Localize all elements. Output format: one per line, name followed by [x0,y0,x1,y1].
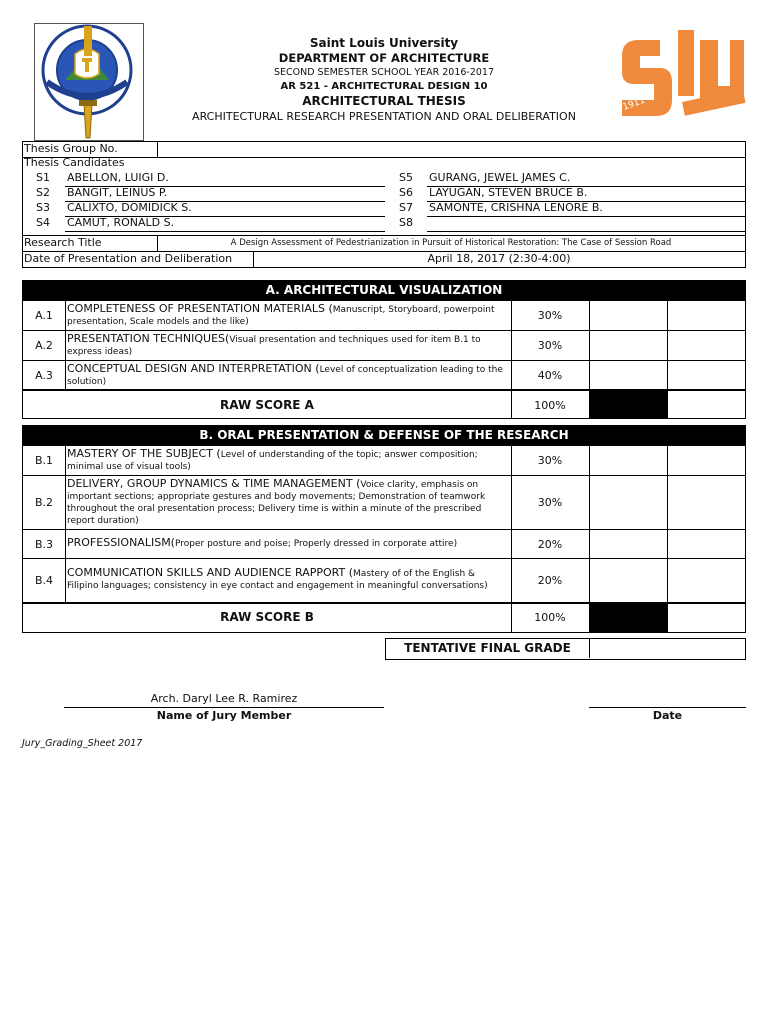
score-cell[interactable] [590,301,667,330]
candidate-name: ABELLON, LUIGI D. [67,171,169,184]
thesis-group-no-field[interactable] [158,142,745,157]
criteria-row [23,446,745,475]
raw-score-a-weight: 100% [534,399,566,412]
slu-monogram-logo [620,26,746,128]
criteria-row [23,475,745,529]
raw-score-row [23,602,745,632]
final-grade-label: TENTATIVE FINAL GRADE [404,641,571,655]
score-cell[interactable] [590,331,667,360]
final-grade-value[interactable] [591,639,743,658]
presentation-date-value: April 18, 2017 (2:30-4:00) [427,252,571,265]
criteria-title: CONCEPTUAL DESIGN AND INTERPRETATION ( [67,362,320,375]
thesis-info-table [22,141,746,268]
jury-member-name[interactable]: Arch. Daryl Lee R. Ramirez [150,692,298,705]
candidate-code: S5 [399,171,413,184]
criteria-weight: 30% [537,339,563,352]
criteria-title: MASTERY OF THE SUBJECT ( [67,447,221,460]
section-a-table [22,300,746,419]
criteria-detail: Manuscript, Storyboard, powerpoint presentation, Scale models and the like) [67,305,495,327]
criteria-detail: Level of conceptualization leading to the solution) [67,365,503,387]
date-label: Date [652,709,683,722]
candidate-code: S1 [36,171,50,184]
final-grade-box [385,638,746,660]
criteria-weight: 20% [537,574,563,587]
candidate-name: BANGIT, LEINUS P. [67,186,168,199]
score-cell[interactable] [590,530,667,558]
score-cell[interactable] [590,446,667,475]
logo-year-text: 1911 [621,95,647,113]
criteria-weight: 40% [537,369,563,382]
candidate-name: CALIXTO, DOMIDICK S. [67,201,192,214]
score-cell[interactable] [668,301,745,330]
department-name: DEPARTMENT OF ARCHITECTURE [278,51,490,65]
criteria-code: A.1 [35,309,53,322]
criteria-weight: 20% [537,538,563,551]
candidate-code: S4 [36,216,50,229]
raw-score-a-label: RAW SCORE A [220,398,314,412]
candidate-code: S6 [399,186,413,199]
candidate-code: S7 [399,201,413,214]
score-cell[interactable] [668,361,745,389]
criteria-title: COMPLETENESS OF PRESENTATION MATERIALS ( [67,302,333,315]
criteria-detail: Voice clarity, emphasis on important sections; appropriate gestures and body movements; Demonstration of teamwork throughout the oral presentation process; Delivery time is within a minute of the prescribed report duration) [67,480,486,526]
candidate-name: CAMUT, RONALD S. [67,216,175,229]
criteria-title: PROFESSIONALISM( [67,536,175,549]
thesis-candidates-label: Thesis Candidates [24,156,125,169]
score-cell[interactable] [668,476,745,529]
candidate-name: GURANG, JEWEL JAMES C. [429,171,571,184]
footer-note: Jury_Grading_Sheet 2017 [22,738,143,749]
criteria-row [23,529,745,558]
criteria-weight: 30% [537,496,563,509]
score-cell[interactable] [668,530,745,558]
section-a-heading: A. ARCHITECTURAL VISUALIZATION [22,280,746,300]
criteria-detail: Mastery of of the English & Filipino languages; consistency in eye contact and engagement in meaningful conversations) [67,569,488,591]
score-cell[interactable] [590,361,667,389]
semester-line: SECOND SEMESTER SCHOOL YEAR 2016-2017 [273,67,495,78]
blacked-out-cell [590,604,667,632]
criteria-code: B.3 [34,538,54,551]
criteria-weight: 30% [537,309,563,322]
raw-score-a-value[interactable] [668,391,745,419]
section-b-heading: B. ORAL PRESENTATION & DEFENSE OF THE RESEARCH [22,425,746,445]
raw-score-row [23,389,745,419]
criteria-row [23,558,745,602]
criteria-title: COMMUNICATION SKILLS AND AUDIENCE RAPPORT ( [67,566,354,579]
document-title: ARCHITECTURAL THESIS [302,94,466,108]
criteria-row [23,330,745,360]
university-name: Saint Louis University [309,36,459,50]
research-title-label: Research Title [24,236,102,249]
document-subtitle: ARCHITECTURAL RESEARCH PRESENTATION AND ORAL DELIBERATION [192,110,576,123]
criteria-code: B.1 [34,454,54,467]
score-cell[interactable] [668,559,745,602]
candidate-name: LAYUGAN, STEVEN BRUCE B. [429,186,588,199]
criteria-code: B.2 [34,496,54,509]
thesis-group-no-label: Thesis Group No. [24,142,118,155]
presentation-date-label: Date of Presentation and Deliberation [24,252,233,265]
score-cell[interactable] [668,331,745,360]
blacked-out-cell [590,391,667,419]
criteria-detail: Visual presentation and techniques used for item B.1 to express ideas) [67,335,481,357]
score-cell[interactable] [590,476,667,529]
raw-score-b-value[interactable] [668,604,745,632]
criteria-weight: 30% [537,454,563,467]
criteria-code: B.4 [34,574,54,587]
criteria-row [23,360,745,389]
candidate-code: S8 [399,216,413,229]
criteria-row [23,301,745,330]
research-title-value: A Design Assessment of Pedestrianization in Pursuit of Historical Restoration: The Case of Session Road [230,238,672,248]
candidate-code: S3 [36,201,50,214]
section-b-table [22,445,746,633]
criteria-detail: Level of understanding of the topic; answer composition; minimal use of visual tools) [67,450,478,472]
criteria-code: A.3 [35,369,53,382]
criteria-title: PRESENTATION TECHNIQUES( [67,332,230,345]
score-cell[interactable] [668,446,745,475]
course-line: AR 521 - ARCHITECTURAL DESIGN 10 [280,81,488,92]
criteria-detail: Proper posture and poise; Properly dressed in corporate attire) [174,539,458,549]
raw-score-b-label: RAW SCORE B [220,610,314,624]
candidate-name: SAMONTE, CRISHNA LENORE B. [429,201,603,214]
date-signature-field[interactable] [589,692,746,706]
raw-score-b-weight: 100% [534,611,566,624]
criteria-title: DELIVERY, GROUP DYNAMICS & TIME MANAGEMENT ( [67,477,361,490]
candidate-code: S2 [36,186,50,199]
criteria-code: A.2 [35,339,53,352]
university-seal-logo [34,23,144,141]
score-cell[interactable] [590,559,667,602]
jury-member-label: Name of Jury Member [156,709,292,722]
